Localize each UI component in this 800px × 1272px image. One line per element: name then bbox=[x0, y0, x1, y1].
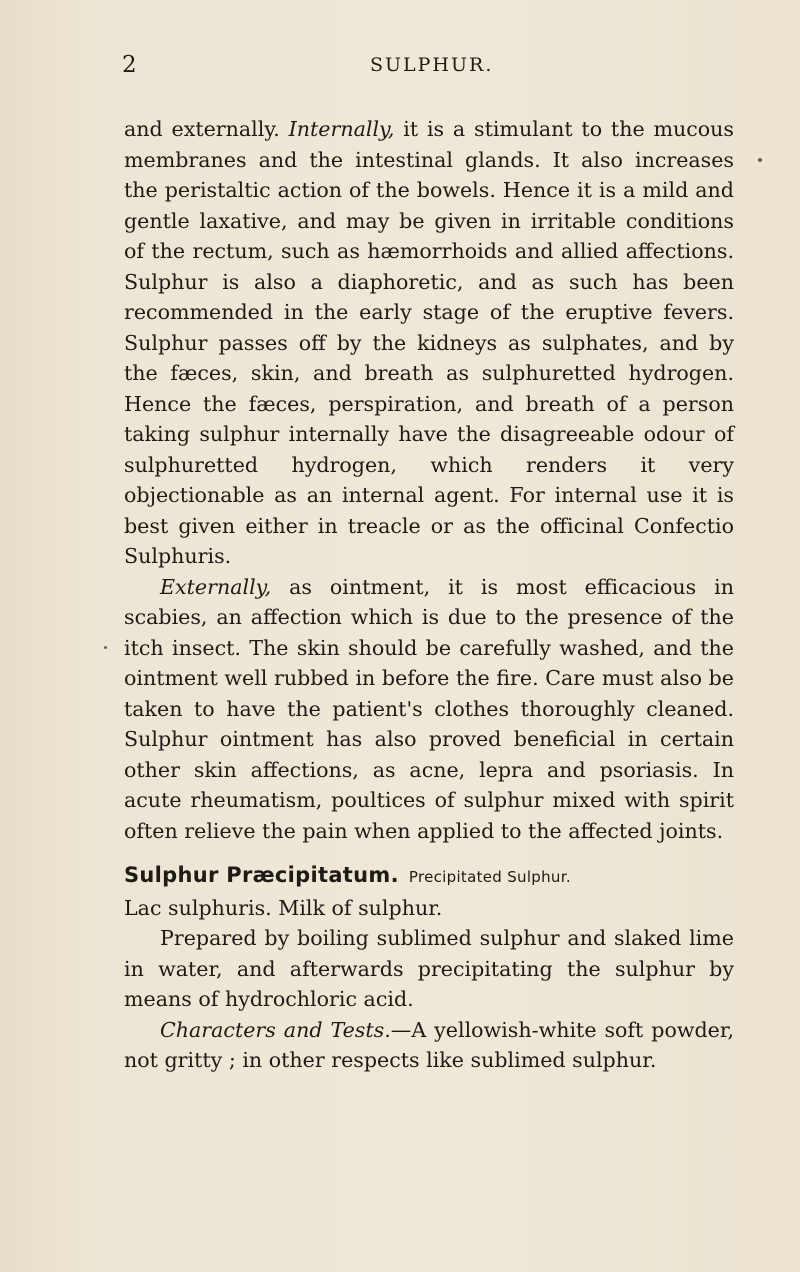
running-head: SULPHUR. bbox=[370, 54, 494, 76]
body-text bbox=[124, 114, 734, 1076]
synonyms-text: Lac sulphuris. Milk of sulphur. bbox=[124, 895, 443, 920]
section-subtitle: Precipitated Sulphur. bbox=[408, 868, 571, 886]
paragraph-preparation bbox=[124, 923, 734, 1015]
paragraph-external-use bbox=[124, 572, 734, 847]
para4-italic-characters: Characters and Tests. bbox=[160, 1017, 391, 1042]
para1-text-start: and externally. bbox=[124, 117, 280, 141]
page-number: 2 bbox=[122, 52, 138, 78]
page-header bbox=[108, 52, 748, 82]
para3-text: Prepared by boiling sublimed sulphur and slaked lime in water, and afterwards precipitating the sulphur by means of hydrochloric acid. bbox=[124, 926, 734, 1011]
para1-text-rest: it is a stimulant to the mucous membranes and the intestinal glands. It also increases the peristaltic action of the bowels. Hence it is a mild and gentle laxative, and may be given in irritable conditions of the rectum, such as hæmorrhoids and allied affections. Sulphur is also a diaphoretic, and as such has been recommended in the early stage of the eruptive fevers. Sulphur passes off by the kidneys as sulphates, and by the fæces, skin, and breath as sulphuretted hydrogen. Hence the fæces, perspiration, and breath of a person taking sulphur internally have the disagreeable odour of sulphuretted hydrogen, which renders it very objectionable as an internal agent. For internal use it is best given either in treacle or as the officinal Confectio Sulphuris. bbox=[124, 117, 735, 568]
paragraph-characters-tests bbox=[124, 1015, 734, 1076]
paragraph-internal-use bbox=[124, 114, 734, 572]
section-title: Sulphur Præcipitatum. bbox=[124, 863, 399, 887]
para2-italic-externally: Externally, bbox=[160, 574, 272, 599]
print-speck bbox=[104, 646, 107, 649]
paragraph-synonyms bbox=[124, 893, 734, 924]
section-heading bbox=[124, 860, 734, 893]
para4-text: —A yellowish-white soft powder, not gritty ; in other respects like sublimed sulphur. bbox=[124, 1017, 734, 1072]
para1-italic-internally: Internally, bbox=[288, 117, 395, 141]
para2-text: as ointment, it is most efficacious in scabies, an affection which is due to the presence of the itch insect. The skin should be carefully washed, and the ointment well rubbed in before the fire. Care must also be taken to have the patient's clothes thoroughly cleaned. Sulphur ointment has also proved beneficial in certain other skin affections, as acne, lepra and psoriasis. In acute rheumatism, poultices of sulphur mixed with spirit often relieve the pain when applied to the affected joints. bbox=[124, 574, 735, 843]
print-speck bbox=[758, 158, 762, 162]
